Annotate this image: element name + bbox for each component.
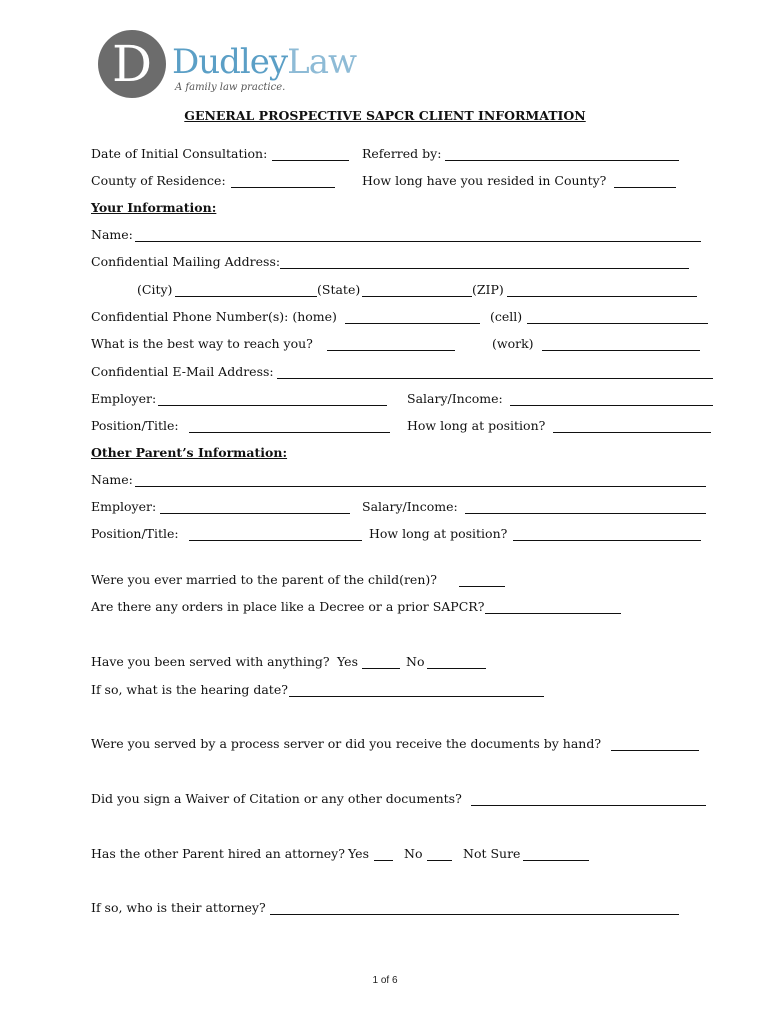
waiver-label: Did you sign a Waiver of Citation or any other documents? xyxy=(91,791,462,806)
logo-tagline: A family law practice. xyxy=(175,82,286,93)
hired-not-sure-label: Not Sure xyxy=(463,846,521,861)
hearing-date-field[interactable] xyxy=(289,696,544,697)
orders-field[interactable] xyxy=(485,613,621,614)
referred-by-field[interactable] xyxy=(445,160,679,161)
other-employer-field[interactable] xyxy=(160,513,350,514)
logo-monogram: D xyxy=(98,30,166,98)
how-long-position-label: How long at position? xyxy=(407,418,546,433)
other-name-field[interactable] xyxy=(135,486,706,487)
work-field[interactable] xyxy=(542,350,700,351)
hired-yes-field[interactable] xyxy=(374,860,393,861)
how-long-position-field[interactable] xyxy=(553,432,711,433)
mailing-address-label: Confidential Mailing Address: xyxy=(91,254,281,269)
hired-not-sure-field[interactable] xyxy=(523,860,589,861)
attorney-field[interactable] xyxy=(270,914,679,915)
best-way-field[interactable] xyxy=(327,350,455,351)
other-position-label: Position/Title: xyxy=(91,526,179,541)
page-number: 1 of 6 xyxy=(372,975,398,986)
hired-attorney-label: Has the other Parent hired an attorney? xyxy=(91,846,345,861)
phone-home-field[interactable] xyxy=(345,323,480,324)
hired-no-field[interactable] xyxy=(427,860,452,861)
salary-field[interactable] xyxy=(510,405,713,406)
best-way-label: What is the best way to reach you? xyxy=(91,336,313,351)
other-employer-label: Employer: xyxy=(91,499,157,514)
position-label: Position/Title: xyxy=(91,418,179,433)
served-label: Have you been served with anything? xyxy=(91,654,330,669)
state-field[interactable] xyxy=(362,296,472,297)
email-field[interactable] xyxy=(277,378,713,379)
orders-label: Are there any orders in place like a Decree or a prior SAPCR? xyxy=(91,599,485,614)
form-title: GENERAL PROSPECTIVE SAPCR CLIENT INFORMATION xyxy=(184,108,586,123)
cell-field[interactable] xyxy=(527,323,708,324)
how-long-county-label: How long have you resided in County? xyxy=(362,173,607,188)
name-field[interactable] xyxy=(135,241,701,242)
employer-field[interactable] xyxy=(158,405,387,406)
process-server-field[interactable] xyxy=(611,750,699,751)
name-label: Name: xyxy=(91,227,133,242)
your-information-heading: Your Information: xyxy=(91,200,217,215)
hearing-date-label: If so, what is the hearing date? xyxy=(91,682,288,697)
email-label: Confidential E-Mail Address: xyxy=(91,364,274,379)
city-label: (City) xyxy=(137,282,173,297)
logo-name-dudley: Dudley xyxy=(172,42,288,82)
phone-home-label: Confidential Phone Number(s): (home) xyxy=(91,309,337,324)
referred-by-label: Referred by: xyxy=(362,146,442,161)
waiver-field[interactable] xyxy=(471,805,706,806)
date-consultation-label: Date of Initial Consultation: xyxy=(91,146,268,161)
hired-no-label: No xyxy=(404,846,423,861)
served-no-label: No xyxy=(406,654,425,669)
other-name-label: Name: xyxy=(91,472,133,487)
other-how-long-field[interactable] xyxy=(513,540,701,541)
served-yes-field[interactable] xyxy=(362,668,400,669)
other-how-long-label: How long at position? xyxy=(369,526,508,541)
date-consultation-field[interactable] xyxy=(272,160,349,161)
served-yes-label: Yes xyxy=(337,654,358,669)
other-parent-heading: Other Parent’s Information: xyxy=(91,445,288,460)
other-salary-label: Salary/Income: xyxy=(362,499,458,514)
work-label: (work) xyxy=(492,336,534,351)
employer-label: Employer: xyxy=(91,391,157,406)
other-salary-field[interactable] xyxy=(465,513,706,514)
logo-wordmark xyxy=(172,42,356,82)
attorney-label: If so, who is their attorney? xyxy=(91,900,266,915)
married-field[interactable] xyxy=(459,586,505,587)
dudley-law-logo xyxy=(98,30,378,102)
position-field[interactable] xyxy=(189,432,390,433)
city-field[interactable] xyxy=(175,296,317,297)
logo-name-law: Law xyxy=(287,42,357,82)
married-label: Were you ever married to the parent of the child(ren)? xyxy=(91,572,437,587)
county-label: County of Residence: xyxy=(91,173,226,188)
served-no-field[interactable] xyxy=(427,668,486,669)
other-position-field[interactable] xyxy=(189,540,362,541)
zip-field[interactable] xyxy=(507,296,697,297)
process-server-label: Were you served by a process server or did you receive the documents by hand? xyxy=(91,736,602,751)
how-long-county-field[interactable] xyxy=(614,187,676,188)
zip-label: (ZIP) xyxy=(472,282,504,297)
county-field[interactable] xyxy=(231,187,335,188)
salary-label: Salary/Income: xyxy=(407,391,503,406)
state-label: (State) xyxy=(317,282,361,297)
mailing-address-field[interactable] xyxy=(280,268,689,269)
hired-yes-label: Yes xyxy=(348,846,369,861)
cell-label: (cell) xyxy=(490,309,523,324)
